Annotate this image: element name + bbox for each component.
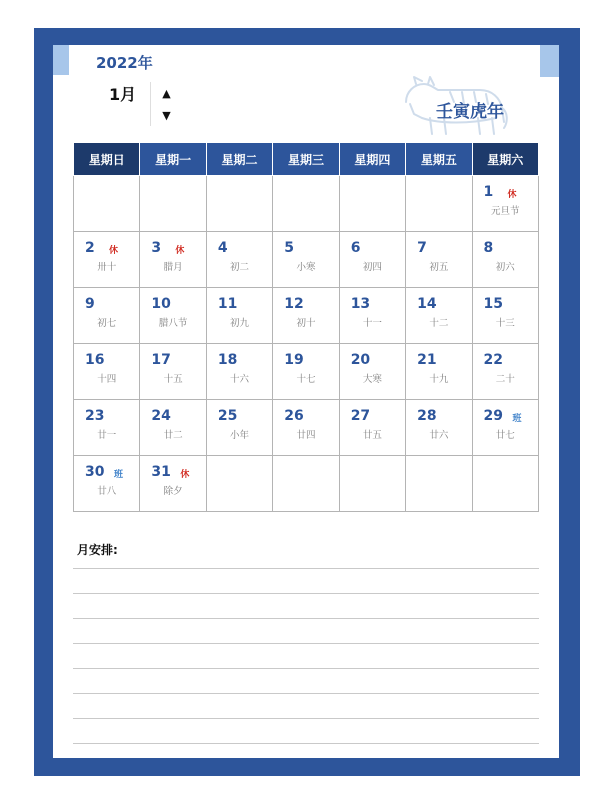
- holiday-badge: 休: [180, 470, 190, 480]
- workday-badge: 班: [114, 470, 124, 480]
- lunar-date: 小年: [230, 430, 250, 441]
- lunar-date: 除夕: [163, 486, 183, 497]
- holiday-badge: 休: [109, 246, 119, 256]
- empty-day-cell: [472, 456, 538, 512]
- empty-day-cell: [406, 176, 472, 232]
- day-cell[interactable]: [339, 288, 405, 344]
- week-row: [74, 456, 539, 512]
- day-cell[interactable]: [472, 400, 538, 456]
- lunar-date: 初四: [362, 262, 382, 273]
- day-number: 25: [217, 408, 238, 424]
- day-number: 13: [350, 296, 371, 312]
- weekday-header: 星期六: [472, 143, 538, 176]
- week-row: [74, 344, 539, 400]
- lunar-date: 廿五: [362, 430, 382, 441]
- day-number: 11: [217, 296, 238, 312]
- day-number: 30: [85, 464, 105, 480]
- lunar-date: 初二: [230, 262, 250, 273]
- plan-line: [73, 593, 539, 594]
- holiday-badge: 休: [175, 246, 185, 256]
- lunar-date: 廿八: [97, 486, 117, 497]
- month-down-button[interactable]: ▼: [162, 108, 171, 122]
- lunar-date: 十五: [163, 374, 183, 385]
- day-number: 17: [151, 352, 171, 368]
- day-cell[interactable]: [140, 456, 206, 512]
- lunar-date: 初九: [230, 318, 250, 329]
- weekday-header: 星期五: [406, 143, 472, 176]
- lunar-date: 元旦节: [491, 206, 520, 217]
- plan-line: [73, 568, 539, 569]
- day-number: 24: [151, 408, 171, 424]
- week-row: [74, 288, 539, 344]
- day-cell[interactable]: [206, 344, 272, 400]
- day-cell[interactable]: [273, 288, 339, 344]
- lunar-date: 腊八节: [158, 318, 188, 329]
- day-number: 18: [217, 352, 238, 368]
- day-cell[interactable]: [406, 288, 472, 344]
- empty-day-cell: [273, 456, 339, 512]
- empty-day-cell: [339, 456, 405, 512]
- lunar-date: 廿六: [429, 430, 449, 441]
- day-cell[interactable]: [472, 232, 538, 288]
- day-cell[interactable]: [140, 288, 206, 344]
- lunar-date: 廿一: [97, 430, 117, 441]
- lunar-date: 十六: [230, 374, 250, 385]
- lunar-date: 初七: [97, 318, 117, 329]
- day-number: 9: [85, 296, 95, 312]
- plan-line: [73, 718, 539, 719]
- day-number: 28: [417, 408, 437, 424]
- lunar-date: 二十: [495, 374, 515, 385]
- lunar-date: 十三: [495, 318, 515, 329]
- plan-line: [73, 643, 539, 644]
- calendar-grid: [73, 142, 539, 512]
- day-number: 14: [417, 296, 437, 312]
- lunar-date: 廿四: [296, 430, 316, 441]
- day-cell[interactable]: [206, 400, 272, 456]
- plan-line: [73, 693, 539, 694]
- day-cell[interactable]: [140, 232, 206, 288]
- lunar-date: 大寒: [362, 374, 382, 385]
- day-number: 8: [483, 240, 494, 256]
- week-row: [74, 232, 539, 288]
- day-number: 3: [151, 240, 162, 256]
- day-cell[interactable]: [406, 400, 472, 456]
- day-cell[interactable]: [74, 232, 140, 288]
- lunar-date: 廿七: [495, 430, 515, 441]
- weekday-header: 星期三: [273, 143, 339, 176]
- empty-day-cell: [339, 176, 405, 232]
- day-cell[interactable]: [273, 400, 339, 456]
- day-cell[interactable]: [140, 400, 206, 456]
- left-corner-tab: [53, 45, 69, 75]
- lunar-date: 初六: [495, 262, 515, 273]
- right-corner-tab: [540, 45, 559, 77]
- day-cell[interactable]: [339, 400, 405, 456]
- day-number: 7: [417, 240, 427, 256]
- weekday-header: 星期二: [206, 143, 272, 176]
- day-number: 27: [350, 408, 371, 424]
- empty-day-cell: [74, 176, 140, 232]
- ganzhi-year-title: 壬寅虎年: [436, 102, 504, 122]
- day-cell[interactable]: [206, 232, 272, 288]
- day-cell[interactable]: [273, 232, 339, 288]
- day-cell[interactable]: [74, 344, 140, 400]
- day-cell[interactable]: [472, 344, 538, 400]
- day-number: 26: [284, 408, 304, 424]
- day-cell[interactable]: [472, 288, 538, 344]
- weekday-header: 星期一: [140, 143, 206, 176]
- day-cell[interactable]: [406, 344, 472, 400]
- day-number: 6: [350, 240, 361, 256]
- week-row: [74, 400, 539, 456]
- day-cell[interactable]: [74, 288, 140, 344]
- day-number: 29: [483, 408, 504, 424]
- lunar-date: 十九: [429, 374, 449, 385]
- monthly-plan-label: 月安排:: [77, 543, 118, 557]
- day-cell[interactable]: [74, 400, 140, 456]
- day-number: 10: [151, 296, 171, 312]
- day-number: 16: [85, 352, 105, 368]
- workday-badge: 班: [512, 414, 522, 424]
- day-cell[interactable]: [339, 344, 405, 400]
- day-number: 12: [284, 296, 304, 312]
- weekday-header: 星期四: [339, 143, 405, 176]
- day-number: 21: [417, 352, 437, 368]
- month-label: 1月: [109, 85, 137, 104]
- day-cell[interactable]: [273, 344, 339, 400]
- lunar-date: 初十: [296, 318, 316, 329]
- day-number: 19: [284, 352, 304, 368]
- day-cell[interactable]: [74, 456, 140, 512]
- lunar-date: 腊月: [163, 262, 183, 273]
- empty-day-cell: [406, 456, 472, 512]
- empty-day-cell: [206, 176, 272, 232]
- day-number: 20: [350, 352, 371, 368]
- lunar-date: 十一: [362, 318, 382, 329]
- day-number: 4: [217, 240, 228, 256]
- day-cell[interactable]: [140, 344, 206, 400]
- month-spinner[interactable]: [150, 82, 182, 126]
- plan-line: [73, 743, 539, 744]
- lunar-date: 十七: [296, 374, 316, 385]
- day-number: 23: [85, 408, 105, 424]
- plan-line: [73, 618, 539, 619]
- day-cell[interactable]: [206, 288, 272, 344]
- day-number: 22: [483, 352, 504, 368]
- month-up-button[interactable]: ▲: [162, 86, 171, 100]
- empty-day-cell: [206, 456, 272, 512]
- day-number: 31: [151, 464, 171, 480]
- day-number: 2: [85, 240, 95, 256]
- day-cell[interactable]: [339, 232, 405, 288]
- lunar-date: 十四: [97, 374, 117, 385]
- day-cell[interactable]: [472, 176, 538, 232]
- lunar-date: 十二: [429, 318, 449, 329]
- weekday-header: 星期日: [74, 143, 140, 176]
- day-number: 15: [483, 296, 504, 312]
- lunar-date: 廿二: [163, 430, 183, 441]
- empty-day-cell: [140, 176, 206, 232]
- lunar-date: 小寒: [296, 262, 316, 273]
- week-row: [74, 176, 539, 232]
- empty-day-cell: [273, 176, 339, 232]
- day-number: 5: [284, 240, 295, 256]
- day-cell[interactable]: [406, 232, 472, 288]
- weekday-header-row: [74, 143, 539, 176]
- plan-line: [73, 668, 539, 669]
- lunar-date: 卅十: [97, 262, 117, 273]
- lunar-date: 初五: [429, 262, 449, 273]
- holiday-badge: 休: [507, 190, 517, 200]
- day-number: 1: [483, 184, 494, 200]
- year-label: 2022年: [96, 54, 153, 72]
